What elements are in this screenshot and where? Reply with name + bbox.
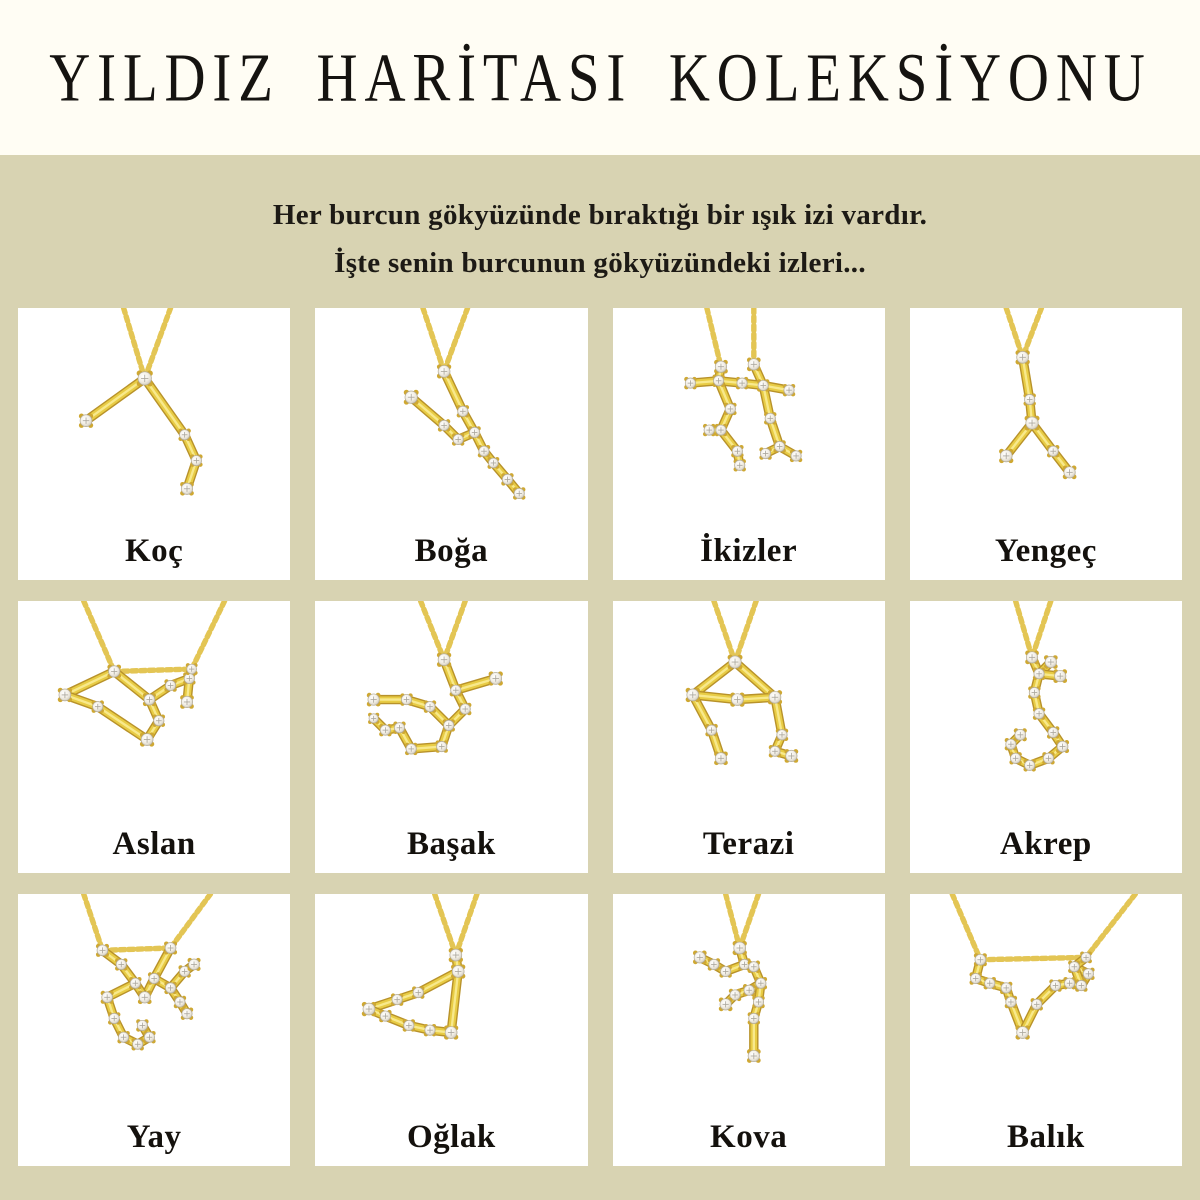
product-card-ikizler (613, 308, 885, 580)
product-card-yay (18, 894, 290, 1166)
yengec-constellation-necklace-image (910, 308, 1182, 524)
product-card-aslan (18, 601, 290, 873)
product-label: Akrep (1000, 825, 1092, 862)
product-label: Oğlak (407, 1118, 496, 1155)
product-card-terazi (613, 601, 885, 873)
product-card-oglak (315, 894, 587, 1166)
product-card-akrep (910, 601, 1182, 873)
header-banner (0, 0, 1200, 155)
product-label: Terazi (702, 825, 795, 862)
product-card-koc (18, 308, 290, 580)
product-card-boga (315, 308, 587, 580)
intro-line-2: İşte senin burcunun gökyüzündeki izleri... (334, 247, 866, 279)
collection-title: YILDIZ HARİTASI KOLEKSİYONU (48, 39, 1152, 116)
product-label: Yengeç (994, 532, 1097, 569)
product-card-kova (613, 894, 885, 1166)
product-label: Boğa (414, 532, 489, 569)
terazi-constellation-necklace-image (613, 601, 885, 817)
intro-line-1: Her burcun gökyüzünde bıraktığı bir ışık izi vardır. (272, 199, 928, 231)
product-label: Yay (126, 1118, 182, 1155)
product-label: Kova (710, 1118, 788, 1155)
akrep-constellation-necklace-image (910, 601, 1182, 817)
product-grid (18, 308, 1182, 1166)
boga-constellation-necklace-image (315, 308, 587, 524)
kova-constellation-necklace-image (613, 894, 885, 1110)
aslan-constellation-necklace-image (18, 601, 290, 817)
product-card-balik (910, 894, 1182, 1166)
product-label: Aslan (112, 825, 196, 862)
product-label: İkizler (700, 532, 798, 569)
product-card-yengec (910, 308, 1182, 580)
intro-text (0, 191, 1200, 287)
product-label: Koç (124, 532, 184, 569)
basak-constellation-necklace-image (315, 601, 587, 817)
oglak-constellation-necklace-image (315, 894, 587, 1110)
koc-constellation-necklace-image (18, 308, 290, 524)
product-label: Başak (407, 825, 496, 862)
ikizler-constellation-necklace-image (613, 308, 885, 524)
product-card-basak (315, 601, 587, 873)
product-label: Balık (1007, 1118, 1085, 1155)
yay-constellation-necklace-image (18, 894, 290, 1110)
balik-constellation-necklace-image (910, 894, 1182, 1110)
